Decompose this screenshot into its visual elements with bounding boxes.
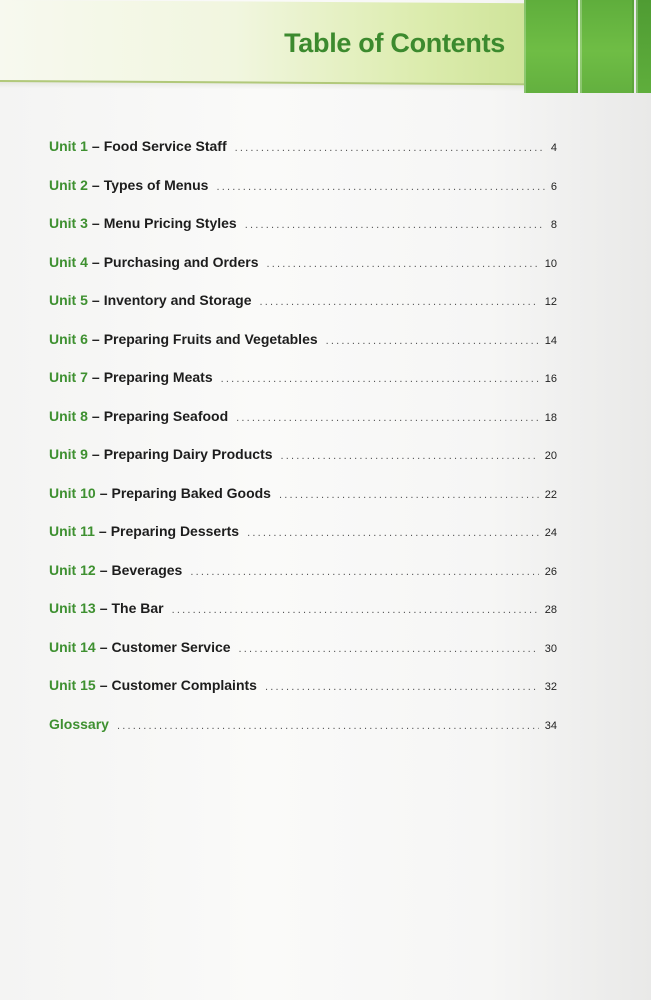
unit-title: Preparing Seafood <box>103 407 229 424</box>
separator: – <box>99 561 108 578</box>
dot-leader <box>235 142 545 154</box>
section-tab <box>580 0 634 93</box>
unit-number: Unit 5 <box>49 292 88 308</box>
dot-leader <box>190 566 538 578</box>
dot-leader <box>281 450 539 462</box>
unit-title: Purchasing and Orders <box>103 253 259 270</box>
toc-entry[interactable] <box>49 369 557 408</box>
separator: – <box>91 369 100 385</box>
page-number: 22 <box>544 488 557 501</box>
unit-number: Unit 15 <box>49 677 96 693</box>
toc-entry[interactable] <box>49 138 557 177</box>
dot-leader <box>279 489 539 501</box>
unit-title: Preparing Fruits and Vegetables <box>103 330 318 347</box>
separator: – <box>99 638 108 655</box>
dot-leader <box>267 258 539 270</box>
page-number: 4 <box>550 142 557 154</box>
toc-entry[interactable] <box>49 639 557 678</box>
unit-title: Menu Pricing Styles <box>103 215 237 231</box>
unit-title: Customer Complaints <box>111 677 257 693</box>
unit-title: Inventory and Storage <box>103 292 252 308</box>
toc-entry[interactable] <box>49 177 557 216</box>
section-tab <box>636 0 651 93</box>
page-number: 26 <box>544 565 557 578</box>
page-number: 12 <box>544 296 557 308</box>
dot-leader <box>117 720 539 732</box>
unit-number: Unit 8 <box>49 407 88 424</box>
page-number: 18 <box>544 411 557 424</box>
toc-entry[interactable] <box>49 677 557 716</box>
table-of-contents <box>49 138 557 754</box>
dot-leader <box>221 373 539 385</box>
page-number: 20 <box>544 450 557 462</box>
unit-title: Preparing Dairy Products <box>103 446 273 462</box>
unit-title: The Bar <box>111 600 164 616</box>
unit-number: Unit 6 <box>49 330 88 347</box>
unit-title: Preparing Baked Goods <box>111 484 271 501</box>
dot-leader <box>172 604 539 616</box>
unit-number: Unit 7 <box>49 369 88 385</box>
page-title: Table of Contents <box>284 28 505 58</box>
toc-entry[interactable] <box>49 485 557 524</box>
toc-entry[interactable] <box>49 408 557 447</box>
unit-number: Unit 11 <box>49 523 95 539</box>
toc-entry[interactable] <box>49 562 557 601</box>
toc-entry[interactable] <box>49 254 557 293</box>
separator: – <box>91 253 100 270</box>
unit-number: Unit 13 <box>49 600 96 616</box>
unit-number: Unit 10 <box>49 484 96 501</box>
separator: – <box>91 446 100 462</box>
toc-entry[interactable] <box>49 446 557 485</box>
dot-leader <box>216 181 544 193</box>
unit-number: Unit 3 <box>49 215 88 231</box>
page-number: 28 <box>544 604 557 616</box>
separator: – <box>91 292 100 308</box>
page-number: 24 <box>544 527 557 539</box>
unit-number: Unit 4 <box>49 253 88 270</box>
unit-title: Preparing Desserts <box>110 523 240 539</box>
unit-title: Types of Menus <box>103 176 209 193</box>
separator: – <box>99 600 108 616</box>
unit-number: Unit 2 <box>49 176 88 193</box>
glossary-label: Glossary <box>49 715 109 732</box>
page-number: 6 <box>550 180 557 193</box>
section-tab <box>524 0 578 93</box>
unit-title: Food Service Staff <box>103 138 227 154</box>
separator: – <box>91 176 100 193</box>
page-number: 8 <box>550 219 557 231</box>
toc-entry[interactable] <box>49 600 557 639</box>
unit-number: Unit 1 <box>49 138 88 154</box>
toc-entry[interactable] <box>49 523 557 562</box>
page-number: 34 <box>544 719 557 732</box>
unit-title: Customer Service <box>111 638 231 655</box>
dot-leader <box>326 335 539 347</box>
toc-entry[interactable] <box>49 331 557 370</box>
dot-leader <box>239 643 539 655</box>
separator: – <box>91 138 100 154</box>
unit-number: Unit 12 <box>49 561 96 578</box>
dot-leader <box>247 527 539 539</box>
page-number: 16 <box>544 373 557 385</box>
separator: – <box>99 677 108 693</box>
unit-title: Beverages <box>111 561 183 578</box>
dot-leader <box>265 681 539 693</box>
dot-leader <box>245 219 545 231</box>
unit-number: Unit 9 <box>49 446 88 462</box>
unit-number: Unit 14 <box>49 638 96 655</box>
page-number: 10 <box>544 257 557 270</box>
dot-leader <box>236 412 539 424</box>
page-number: 14 <box>544 334 557 347</box>
separator: – <box>98 523 107 539</box>
separator: – <box>91 407 100 424</box>
unit-title: Preparing Meats <box>103 369 213 385</box>
toc-entry[interactable] <box>49 292 557 331</box>
page-number: 30 <box>544 642 557 655</box>
toc-entry[interactable] <box>49 215 557 254</box>
separator: – <box>91 330 100 347</box>
dot-leader <box>260 296 539 308</box>
page-number: 32 <box>544 681 557 693</box>
section-tabs <box>524 0 651 93</box>
separator: – <box>99 484 108 501</box>
separator: – <box>91 215 100 231</box>
toc-glossary-entry[interactable] <box>49 716 557 755</box>
